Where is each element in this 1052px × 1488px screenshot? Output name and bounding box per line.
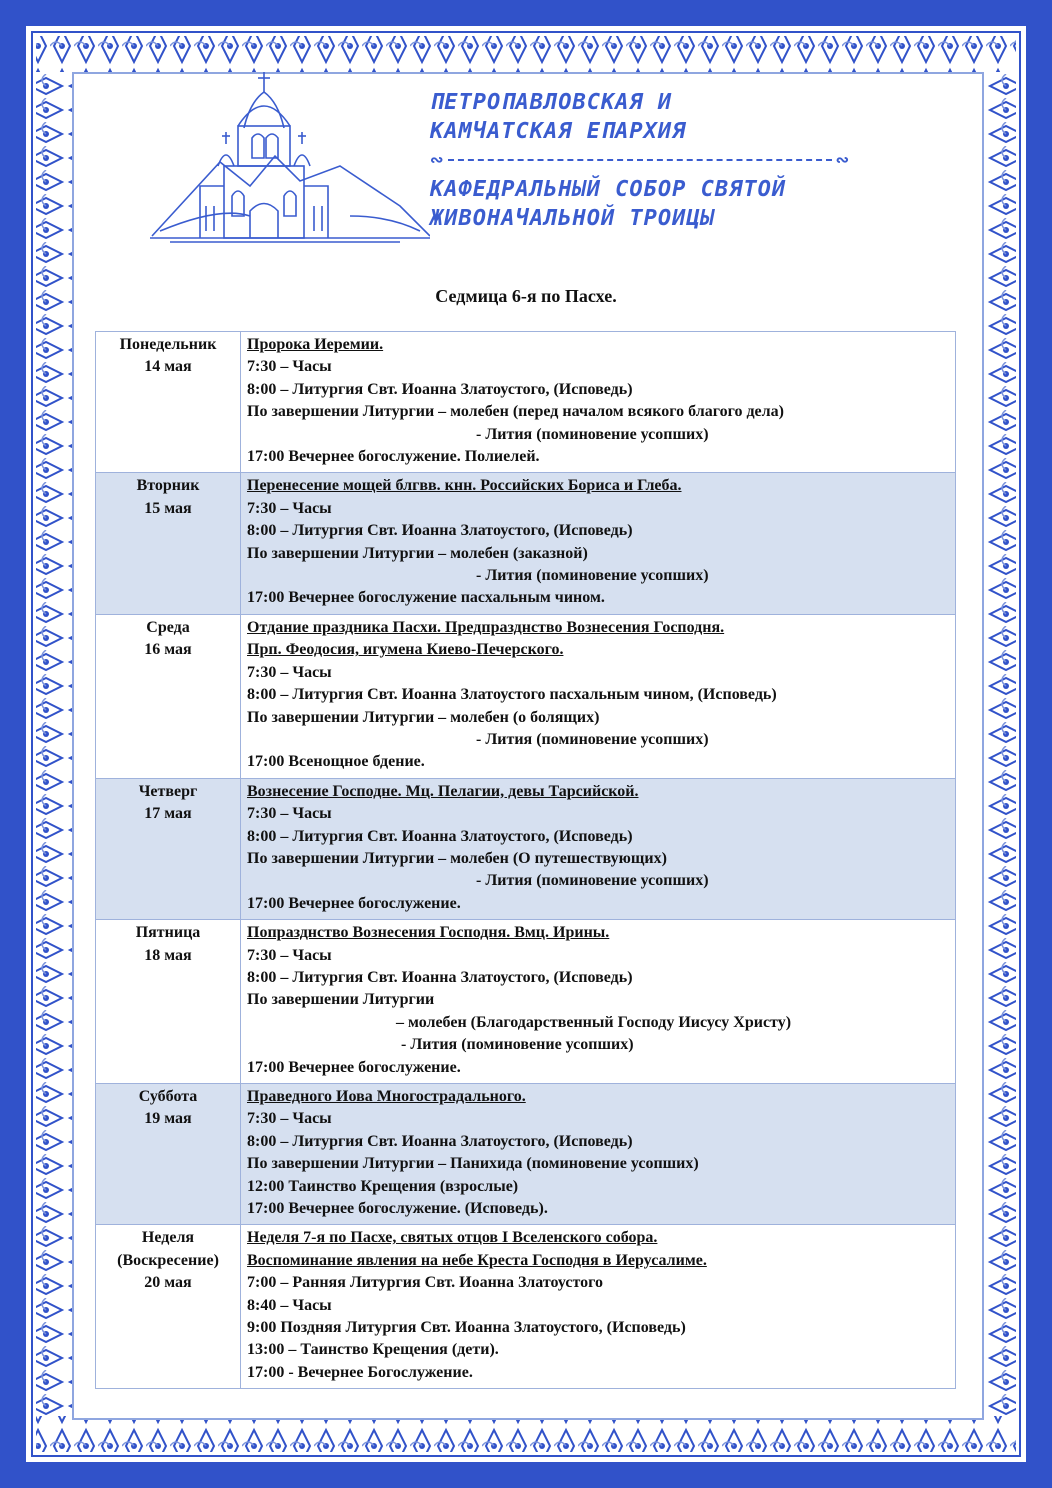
- day-name: Суббота: [138, 1088, 198, 1105]
- service-line: 7:30 – Часы: [247, 946, 332, 964]
- service-line: 7:30 – Часы: [247, 805, 332, 823]
- service-line: 17:00 Вечернее богослужение.: [247, 1058, 461, 1076]
- cathedral-logo: [100, 66, 430, 256]
- page-frame: [26, 26, 1026, 1462]
- table-row: [96, 614, 956, 778]
- services-cell: [241, 614, 956, 778]
- service-line: 9:00 Поздняя Литургия Свт. Иоанна Златоустого, (Исповедь): [247, 1319, 686, 1337]
- table-row: [96, 332, 956, 473]
- day-cell: [96, 332, 241, 473]
- feast-title: Отдание праздника Пасхи. Предпразднство Вознесения Господня.: [247, 618, 725, 636]
- service-line: - Лития (поминовение усопших): [476, 567, 709, 585]
- day-name-note: (Воскресение): [117, 1251, 219, 1269]
- service-line: 8:00 – Литургия Свт. Иоанна Златоустого, (Исповедь): [247, 380, 633, 398]
- feast-title: Перенесение мощей блгвв. кнн. Российских Бориса и Глеба.: [247, 477, 682, 495]
- schedule-table: [95, 331, 956, 1389]
- service-line: 7:30 – Часы: [247, 663, 332, 681]
- service-line: По завершении Литургии – молебен (О путешествующих): [247, 849, 667, 867]
- service-line: 8:00 – Литургия Свт. Иоанна Златоустого, (Исповедь): [247, 522, 633, 540]
- feast-title: Воспоминание явления на небе Креста Господня в Иерусалиме.: [247, 1251, 707, 1269]
- day-date: 18 мая: [144, 946, 192, 964]
- services-cell: [241, 920, 956, 1084]
- service-line: 7:30 – Часы: [247, 358, 332, 376]
- day-cell: [96, 614, 241, 778]
- divider-dashes: [448, 159, 831, 161]
- service-line: - Лития (поминовение усопших): [476, 425, 709, 443]
- table-row: [96, 1225, 956, 1389]
- org-line-1: ПЕТРОПАВЛОВСКАЯ И: [430, 90, 673, 115]
- service-line: - Лития (поминовение усопших): [476, 872, 709, 890]
- service-line: По завершении Литургии – молебен (заказной): [247, 544, 588, 562]
- header-divider: [430, 150, 850, 169]
- services-cell: [241, 1225, 956, 1389]
- table-row: [96, 473, 956, 614]
- service-line: По завершении Литургии – молебен (перед началом всякого благого дела): [247, 403, 784, 421]
- day-name: Вторник: [136, 477, 200, 495]
- feast-title: Пророка Иеремии.: [247, 336, 384, 353]
- day-name: Пятница: [135, 924, 201, 942]
- day-cell: [96, 473, 241, 614]
- service-line: 8:00 – Литургия Свт. Иоанна Златоустого, (Исповедь): [247, 827, 633, 845]
- feast-title: Неделя 7-я по Пасхе, святых отцов I Вселенского собора.: [247, 1229, 658, 1247]
- service-line: - Лития (поминовение усопших): [401, 1036, 634, 1054]
- day-date: 20 мая: [144, 1274, 192, 1292]
- day-cell: [96, 778, 241, 919]
- day-date: 15 мая: [144, 499, 192, 517]
- services-cell: [241, 778, 956, 919]
- day-cell: [96, 1225, 241, 1389]
- feast-title: Попразднство Вознесения Господня. Вмц. Ирины.: [247, 924, 610, 942]
- diocese-name: [430, 88, 850, 233]
- service-line: 12:00 Таинство Крещения (взрослые): [247, 1177, 519, 1195]
- service-line: 8:00 – Литургия Свт. Иоанна Златоустого, (Исповедь): [247, 968, 633, 986]
- page-title: Седмица 6-я по Пасхе.: [435, 286, 617, 306]
- service-line: 7:30 – Часы: [247, 499, 332, 517]
- feast-title: Прп. Феодосия, игумена Киево-Печерского.: [247, 641, 564, 659]
- service-line: 8:40 – Часы: [247, 1296, 332, 1314]
- service-line: 8:00 – Литургия Свт. Иоанна Златоустого, (Исповедь): [247, 1132, 633, 1150]
- service-line: 17:00 Вечернее богослужение.: [247, 894, 461, 912]
- day-name: Среда: [146, 618, 190, 636]
- service-line: По завершении Литургии: [247, 991, 435, 1009]
- service-line: 17:00 Вечернее богослужение. (Исповедь).: [247, 1200, 548, 1218]
- day-cell: [96, 920, 241, 1084]
- service-line: 17:00 Вечернее богослужение пасхальным чином.: [247, 589, 605, 607]
- service-line: 8:00 – Литургия Свт. Иоанна Златоустого пасхальным чином, (Исповедь): [247, 686, 777, 704]
- day-name: Понедельник: [119, 336, 217, 353]
- service-line: 13:00 – Таинство Крещения (дети).: [247, 1341, 499, 1359]
- day-cell: [96, 1084, 241, 1225]
- day-date: 19 мая: [144, 1110, 192, 1128]
- service-line: По завершении Литургии – Панихида (поминовение усопших): [247, 1155, 699, 1173]
- divider-ornament-left: ∾: [430, 150, 445, 169]
- feast-title: Праведного Иова Многострадального.: [247, 1088, 526, 1105]
- feast-title: Вознесение Господне. Мц. Пелагии, девы Тарсийской.: [247, 782, 639, 800]
- service-line: По завершении Литургии – молебен (о болящих): [247, 708, 600, 726]
- services-cell: [241, 332, 956, 473]
- service-line: – молебен (Благодарственный Господу Иисусу Христу): [396, 1013, 792, 1031]
- services-cell: [241, 473, 956, 614]
- table-row: [96, 778, 956, 919]
- day-name: Четверг: [138, 782, 198, 800]
- service-line: 17:00 - Вечернее Богослужение.: [247, 1363, 473, 1381]
- day-date: 14 мая: [144, 358, 192, 376]
- day-name: Неделя: [141, 1229, 195, 1247]
- cathedral-line-1: КАФЕДРАЛЬНЫЙ СОБОР СВЯТОЙ: [430, 177, 787, 202]
- service-line: 17:00 Вечернее богослужение. Полиелей.: [247, 448, 540, 466]
- table-row: [96, 1084, 956, 1225]
- org-line-2: КАМЧАТСКАЯ ЕПАРХИЯ: [430, 119, 687, 144]
- day-date: 16 мая: [144, 641, 192, 659]
- service-line: 7:00 – Ранняя Литургия Свт. Иоанна Златоустого: [247, 1274, 603, 1292]
- header: [100, 66, 880, 256]
- table-row: [96, 920, 956, 1084]
- service-line: - Лития (поминовение усопших): [476, 730, 709, 748]
- cathedral-line-2: ЖИВОНАЧАЛЬНОЙ ТРОИЦЫ: [430, 206, 715, 231]
- service-line: 7:30 – Часы: [247, 1110, 332, 1128]
- divider-ornament-right: ∾: [835, 150, 850, 169]
- services-cell: [241, 1084, 956, 1225]
- day-date: 17 мая: [144, 805, 192, 823]
- service-line: 17:00 Всенощное бдение.: [247, 753, 425, 771]
